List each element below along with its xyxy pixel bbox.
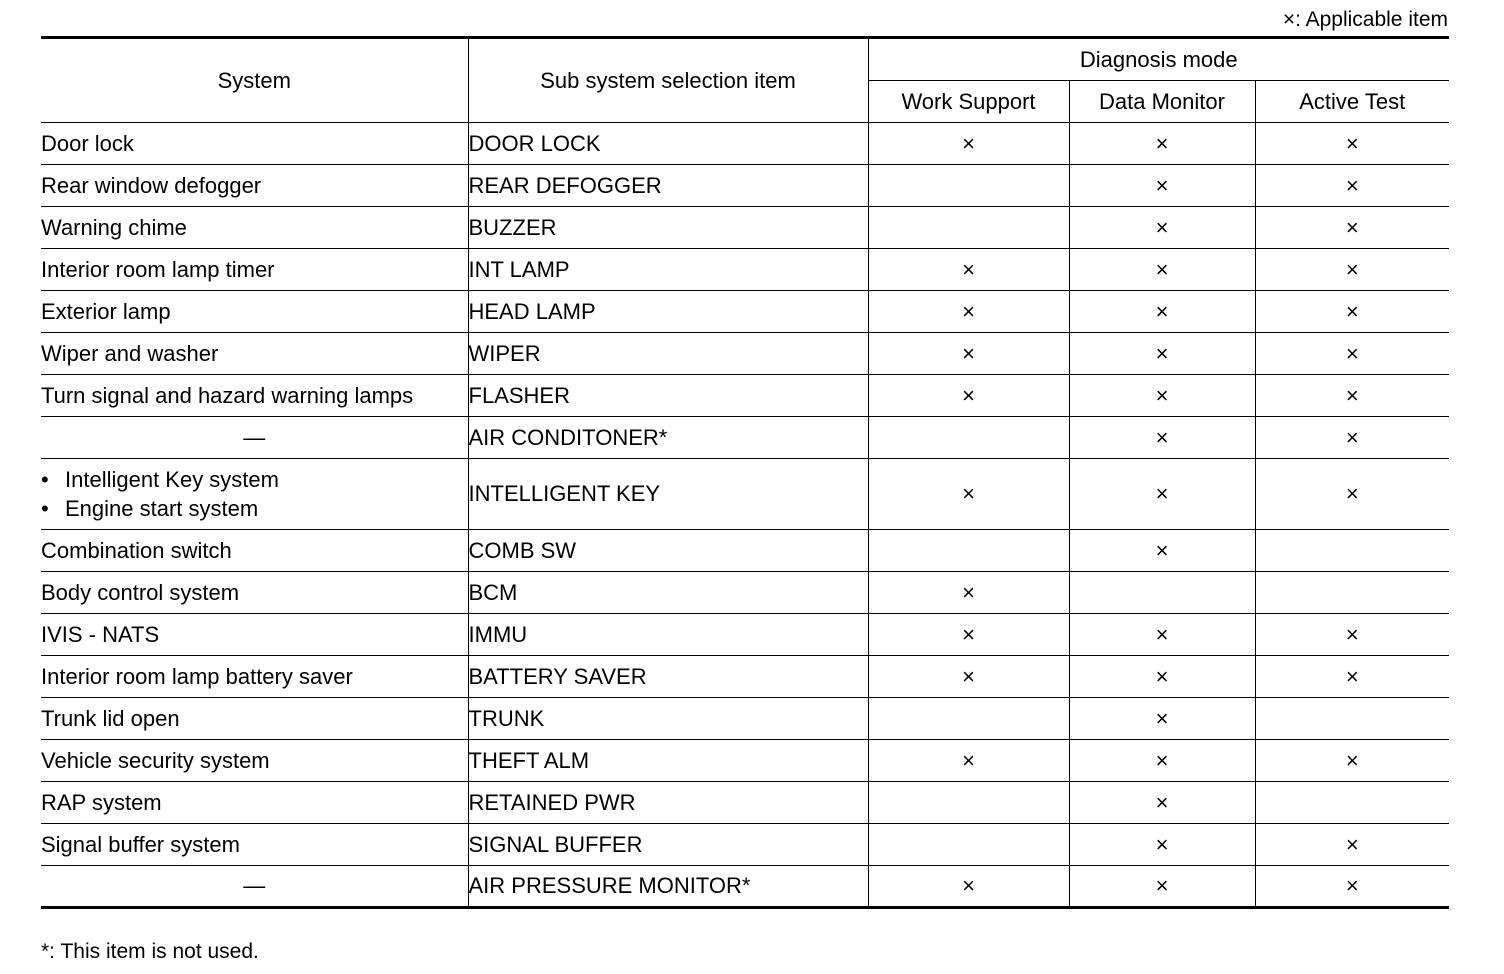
- table-row: [41, 207, 1449, 249]
- active-test-mark: [1255, 782, 1449, 824]
- work-support-mark: ×: [868, 866, 1069, 908]
- work-support-mark: ×: [868, 291, 1069, 333]
- sub-system-cell: BCM: [468, 572, 868, 614]
- active-test-mark: ×: [1255, 824, 1449, 866]
- system-list-text: Engine start system: [65, 496, 259, 521]
- active-test-mark: ×: [1255, 291, 1449, 333]
- sub-system-cell: BUZZER: [468, 207, 868, 249]
- active-test-mark: ×: [1255, 123, 1449, 165]
- system-cell: Combination switch: [41, 530, 468, 572]
- sub-system-cell: INT LAMP: [468, 249, 868, 291]
- table-row: [41, 333, 1449, 375]
- bullet-icon: •: [41, 467, 49, 492]
- table-row: [41, 698, 1449, 740]
- header-diagnosis-mode: Diagnosis mode: [868, 38, 1449, 81]
- table-row: [41, 375, 1449, 417]
- system-cell: Door lock: [41, 123, 468, 165]
- active-test-mark: ×: [1255, 656, 1449, 698]
- active-test-mark: [1255, 572, 1449, 614]
- system-cell: Exterior lamp: [41, 291, 468, 333]
- table-row: [41, 824, 1449, 866]
- active-test-mark: ×: [1255, 417, 1449, 459]
- sub-system-cell: FLASHER: [468, 375, 868, 417]
- table-row: [41, 656, 1449, 698]
- data-monitor-mark: ×: [1069, 782, 1255, 824]
- data-monitor-mark: ×: [1069, 417, 1255, 459]
- system-cell: RAP system: [41, 782, 468, 824]
- work-support-mark: ×: [868, 459, 1069, 530]
- data-monitor-mark: [1069, 572, 1255, 614]
- data-monitor-mark: ×: [1069, 249, 1255, 291]
- system-cell: Body control system: [41, 572, 468, 614]
- system-cell: IVIS - NATS: [41, 614, 468, 656]
- active-test-mark: ×: [1255, 333, 1449, 375]
- active-test-mark: ×: [1255, 375, 1449, 417]
- table-row: [41, 866, 1449, 908]
- data-monitor-mark: ×: [1069, 656, 1255, 698]
- system-cell: Turn signal and hazard warning lamps: [41, 375, 468, 417]
- work-support-mark: ×: [868, 656, 1069, 698]
- table-row: [41, 530, 1449, 572]
- sub-system-cell: TRUNK: [468, 698, 868, 740]
- system-cell: Warning chime: [41, 207, 468, 249]
- data-monitor-mark: ×: [1069, 333, 1255, 375]
- work-support-mark: [868, 165, 1069, 207]
- sub-system-cell: DOOR LOCK: [468, 123, 868, 165]
- system-cell: Vehicle security system: [41, 740, 468, 782]
- work-support-mark: ×: [868, 740, 1069, 782]
- data-monitor-mark: ×: [1069, 123, 1255, 165]
- work-support-mark: ×: [868, 572, 1069, 614]
- table-row: [41, 249, 1449, 291]
- table-row: [41, 291, 1449, 333]
- sub-system-cell: BATTERY SAVER: [468, 656, 868, 698]
- data-monitor-mark: ×: [1069, 614, 1255, 656]
- work-support-mark: [868, 782, 1069, 824]
- header-active-test: Active Test: [1255, 81, 1449, 123]
- bullet-icon: •: [41, 496, 49, 521]
- active-test-mark: [1255, 530, 1449, 572]
- sub-system-cell: WIPER: [468, 333, 868, 375]
- sub-system-cell: RETAINED PWR: [468, 782, 868, 824]
- table-row: [41, 459, 1449, 530]
- header-data-monitor: Data Monitor: [1069, 81, 1255, 123]
- table-row: [41, 614, 1449, 656]
- system-cell: —: [41, 417, 468, 459]
- active-test-mark: ×: [1255, 207, 1449, 249]
- active-test-mark: ×: [1255, 249, 1449, 291]
- applicable-legend: ×: Applicable item: [1282, 8, 1448, 31]
- work-support-mark: [868, 530, 1069, 572]
- work-support-mark: ×: [868, 614, 1069, 656]
- table-row: [41, 417, 1449, 459]
- sub-system-cell: IMMU: [468, 614, 868, 656]
- data-monitor-mark: ×: [1069, 740, 1255, 782]
- data-monitor-mark: ×: [1069, 459, 1255, 530]
- data-monitor-mark: ×: [1069, 824, 1255, 866]
- active-test-mark: ×: [1255, 740, 1449, 782]
- sub-system-cell: THEFT ALM: [468, 740, 868, 782]
- table-row: [41, 165, 1449, 207]
- data-monitor-mark: ×: [1069, 375, 1255, 417]
- active-test-mark: [1255, 698, 1449, 740]
- header-sub-system: Sub system selection item: [468, 38, 868, 123]
- active-test-mark: ×: [1255, 614, 1449, 656]
- system-list-text: Intelligent Key system: [65, 467, 279, 492]
- header-work-support: Work Support: [868, 81, 1069, 123]
- active-test-mark: ×: [1255, 866, 1449, 908]
- data-monitor-mark: ×: [1069, 207, 1255, 249]
- work-support-mark: ×: [868, 333, 1069, 375]
- work-support-mark: ×: [868, 249, 1069, 291]
- work-support-mark: ×: [868, 123, 1069, 165]
- sub-system-cell: AIR PRESSURE MONITOR*: [468, 866, 868, 908]
- work-support-mark: [868, 698, 1069, 740]
- active-test-mark: ×: [1255, 165, 1449, 207]
- table-row: [41, 740, 1449, 782]
- sub-system-cell: HEAD LAMP: [468, 291, 868, 333]
- sub-system-cell: REAR DEFOGGER: [468, 165, 868, 207]
- sub-system-cell: COMB SW: [468, 530, 868, 572]
- system-list-item: [41, 494, 468, 523]
- work-support-mark: [868, 207, 1069, 249]
- work-support-mark: [868, 824, 1069, 866]
- table-row: [41, 572, 1449, 614]
- data-monitor-mark: ×: [1069, 530, 1255, 572]
- system-cell: —: [41, 866, 468, 908]
- system-cell: Trunk lid open: [41, 698, 468, 740]
- sub-system-cell: SIGNAL BUFFER: [468, 824, 868, 866]
- system-list-item: [41, 465, 468, 494]
- sub-system-cell: INTELLIGENT KEY: [468, 459, 868, 530]
- data-monitor-mark: ×: [1069, 165, 1255, 207]
- table-row: [41, 123, 1449, 165]
- diagnosis-table: [41, 36, 1449, 909]
- table-row: [41, 782, 1449, 824]
- system-cell: [41, 459, 468, 530]
- data-monitor-mark: ×: [1069, 698, 1255, 740]
- work-support-mark: ×: [868, 375, 1069, 417]
- system-cell: Wiper and washer: [41, 333, 468, 375]
- system-cell: Rear window defogger: [41, 165, 468, 207]
- system-cell: Interior room lamp battery saver: [41, 656, 468, 698]
- system-list: [41, 465, 468, 523]
- header-system: System: [41, 38, 468, 123]
- table-body: [41, 123, 1449, 908]
- work-support-mark: [868, 417, 1069, 459]
- footnote: *: This item is not used.: [41, 940, 259, 963]
- active-test-mark: ×: [1255, 459, 1449, 530]
- system-cell: Signal buffer system: [41, 824, 468, 866]
- sub-system-cell: AIR CONDITONER*: [468, 417, 868, 459]
- data-monitor-mark: ×: [1069, 866, 1255, 908]
- system-cell: Interior room lamp timer: [41, 249, 468, 291]
- data-monitor-mark: ×: [1069, 291, 1255, 333]
